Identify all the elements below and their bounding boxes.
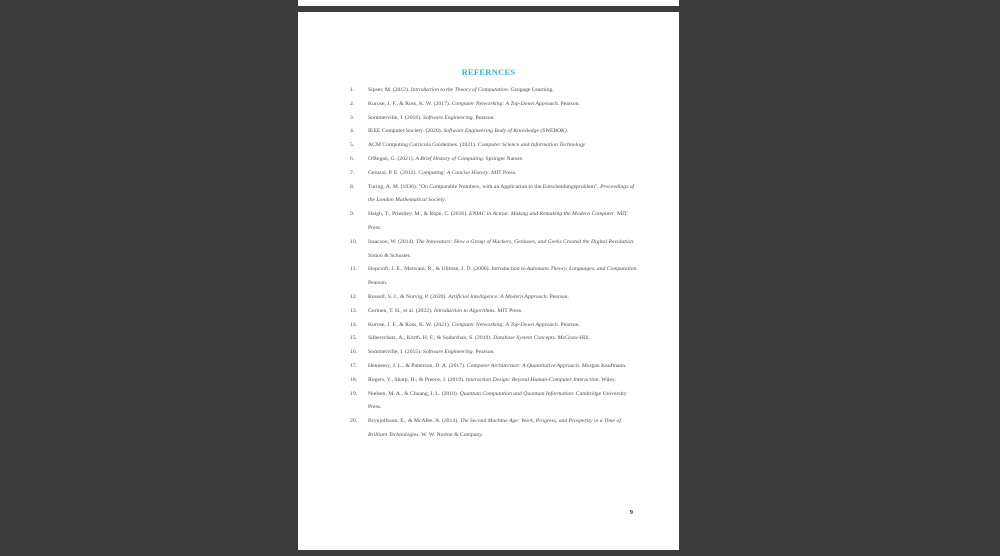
reference-publisher: . Simon & Schuster. — [368, 238, 635, 259]
reference-authors: Nielsen, M. A., & Chuang, I. L. (2010). — [368, 390, 460, 397]
reference-item — [350, 139, 640, 153]
reference-publisher: . Pearson. — [546, 293, 569, 300]
reference-number: 15. — [350, 335, 358, 342]
reference-authors: Ceruzzi, P. E. (2012). — [368, 169, 419, 176]
reference-title: Introduction to Algorithms — [433, 307, 495, 314]
reference-number: 4. — [350, 128, 355, 135]
reference-publisher: . Pearson. — [368, 266, 638, 287]
reference-title: The Second Machine Age: Work, Progress, and Prosperity in a Time of Brilliant Technologies — [368, 418, 621, 438]
reference-title: Interaction Design: Beyond Human-Computer Interaction — [465, 376, 599, 383]
reference-authors: Kurose, J. F., & Ross, K. W. (2017). — [368, 100, 452, 107]
reference-publisher: . W. W. Norton & Company. — [418, 431, 484, 438]
reference-title: Artificial Intelligence: A Modern Approach — [448, 293, 547, 300]
reference-title: Database System Concepts — [493, 335, 555, 342]
reference-item — [350, 84, 640, 98]
reference-title: Software Engineering — [422, 114, 473, 121]
reference-authors: Kurose, J. F., & Ross, K. W. (2021). — [368, 321, 452, 328]
reference-number: 12. — [350, 293, 358, 300]
reference-authors: ACM Computing Curricula Guidelines. (2021). — [368, 142, 478, 149]
reference-number: 19. — [350, 390, 358, 397]
references-heading: REFERNCES — [461, 67, 516, 77]
reference-authors: Brynjolfsson, E., & McAfee, A. (2014). — [368, 418, 460, 425]
reference-title: Computer Networking: A Top-Down Approach — [451, 321, 558, 328]
reference-item — [350, 305, 640, 319]
reference-authors: Haigh, T., Priestley, M., & Rope, C. (2016). — [368, 211, 469, 218]
reference-item — [350, 98, 640, 112]
reference-publisher: . MIT Press. — [488, 169, 517, 176]
reference-title: Introduction to the Theory of Computation — [410, 87, 508, 93]
reference-item — [350, 374, 640, 388]
reference-authors: O'Regan, G. (2021). — [368, 155, 416, 162]
reference-title: Computer Networking: A Top-Down Approach — [451, 100, 558, 107]
reference-title: A Brief History of Computing — [415, 155, 483, 162]
reference-title: Computing: A Concise History — [418, 169, 489, 176]
reference-authors: Isaacson, W. (2014). — [368, 238, 417, 245]
reference-publisher: . Pearson. — [472, 114, 495, 121]
reference-number: 10. — [350, 238, 358, 245]
reference-item — [350, 153, 640, 167]
reference-authors: Hennessy, J. L., & Patterson, D. A. (2017). — [368, 362, 467, 369]
reference-number: 13. — [350, 307, 358, 314]
reference-publisher: . Wiley. — [598, 376, 616, 383]
reference-title: Software Engineering — [422, 349, 473, 356]
reference-number: 11. — [350, 266, 357, 273]
reference-authors: Hopcroft, J. E., Motwani, R., & Ullman, J. D. (2006). — [368, 266, 492, 273]
reference-authors: Sipser, M. (2012). — [368, 87, 411, 93]
reference-number: 17. — [350, 362, 358, 369]
reference-item — [350, 236, 640, 264]
reference-number: 18. — [350, 376, 358, 383]
reference-publisher: . MIT Press. — [368, 211, 628, 231]
reference-item — [350, 415, 640, 443]
reference-publisher: . Pearson. — [472, 349, 495, 356]
reference-number: 9. — [350, 211, 355, 218]
reference-publisher: . MIT Press. — [494, 307, 523, 314]
reference-item — [350, 332, 640, 346]
reference-number: 2. — [350, 100, 355, 107]
reference-number: 16. — [350, 349, 358, 356]
reference-publisher: . Pearson. — [557, 321, 580, 328]
reference-title: Proceedings of the London Mathematical Society — [368, 183, 635, 204]
reference-number: 5. — [350, 142, 355, 149]
reference-authors: Rogers, Y., Sharp, H., & Preece, J. (2019). — [368, 376, 466, 383]
reference-publisher: . Springer Nature. — [482, 155, 524, 162]
reference-publisher: . — [566, 128, 569, 135]
reference-item — [350, 167, 640, 181]
reference-publisher: . Cambridge University Press. — [368, 390, 627, 411]
page-number: 9 — [629, 509, 633, 516]
reference-item — [350, 263, 640, 291]
reference-title: Computer Science and Information Technology — [477, 142, 586, 149]
reference-title: ENIAC in Action: Making and Remaking the Modern Computer — [469, 211, 615, 218]
reference-number: 3. — [350, 114, 355, 121]
document-page[interactable] — [298, 12, 679, 550]
reference-title: The Innovators: How a Group of Hackers, Geniuses, and Geeks Created the Digital Revolution — [416, 238, 634, 245]
reference-authors: IEEE Computer Society. (2020). — [368, 128, 444, 135]
reference-number: 8. — [350, 183, 355, 190]
reference-title: Quantum Computation and Quantum Information — [459, 390, 574, 397]
reference-title: Computer Architecture: A Quantitative Approach — [466, 362, 579, 369]
previous-page[interactable] — [298, 0, 679, 6]
reference-publisher: . Cengage Learning. — [507, 87, 554, 93]
reference-title: Software Engineering Body of Knowledge (SWEBOK) — [443, 128, 567, 135]
reference-item — [350, 112, 640, 126]
reference-number: 20. — [350, 418, 358, 425]
reference-item — [350, 388, 640, 416]
reference-authors: Russell, S. J., & Norvig, P. (2020). — [368, 293, 449, 300]
references-list — [350, 84, 640, 443]
reference-authors: Silberschatz, A., Korth, H. F., & Sudarshan, S. (2019). — [368, 335, 494, 342]
reference-authors: Sommerville, I. (2015). — [368, 349, 423, 356]
reference-publisher: . — [444, 197, 447, 204]
reference-authors: Turing, A. M. (1936). "On Computable Numbers, with an Application to the Entscheidungsproblem". — [368, 183, 601, 190]
reference-item — [350, 346, 640, 360]
reference-publisher: . McGraw-Hill. — [554, 335, 590, 342]
reference-number: 1. — [350, 87, 355, 93]
reference-publisher: . Pearson. — [557, 100, 580, 107]
reference-publisher: . Morgan Kaufmann. — [578, 362, 627, 369]
reference-item — [350, 360, 640, 374]
reference-item — [350, 181, 640, 209]
reference-number: 6. — [350, 155, 355, 162]
reference-item — [350, 291, 640, 305]
reference-number: 14. — [350, 321, 358, 328]
reference-authors: Cormen, T. H., et al. (2022). — [368, 307, 434, 314]
reference-item — [350, 319, 640, 333]
reference-authors: Sommerville, I. (2016). — [368, 114, 423, 121]
reference-item — [350, 208, 640, 236]
reference-title: Introduction to Automata Theory, Languages, and Computation — [491, 266, 637, 273]
reference-number: 7. — [350, 169, 355, 176]
reference-item — [350, 125, 640, 139]
